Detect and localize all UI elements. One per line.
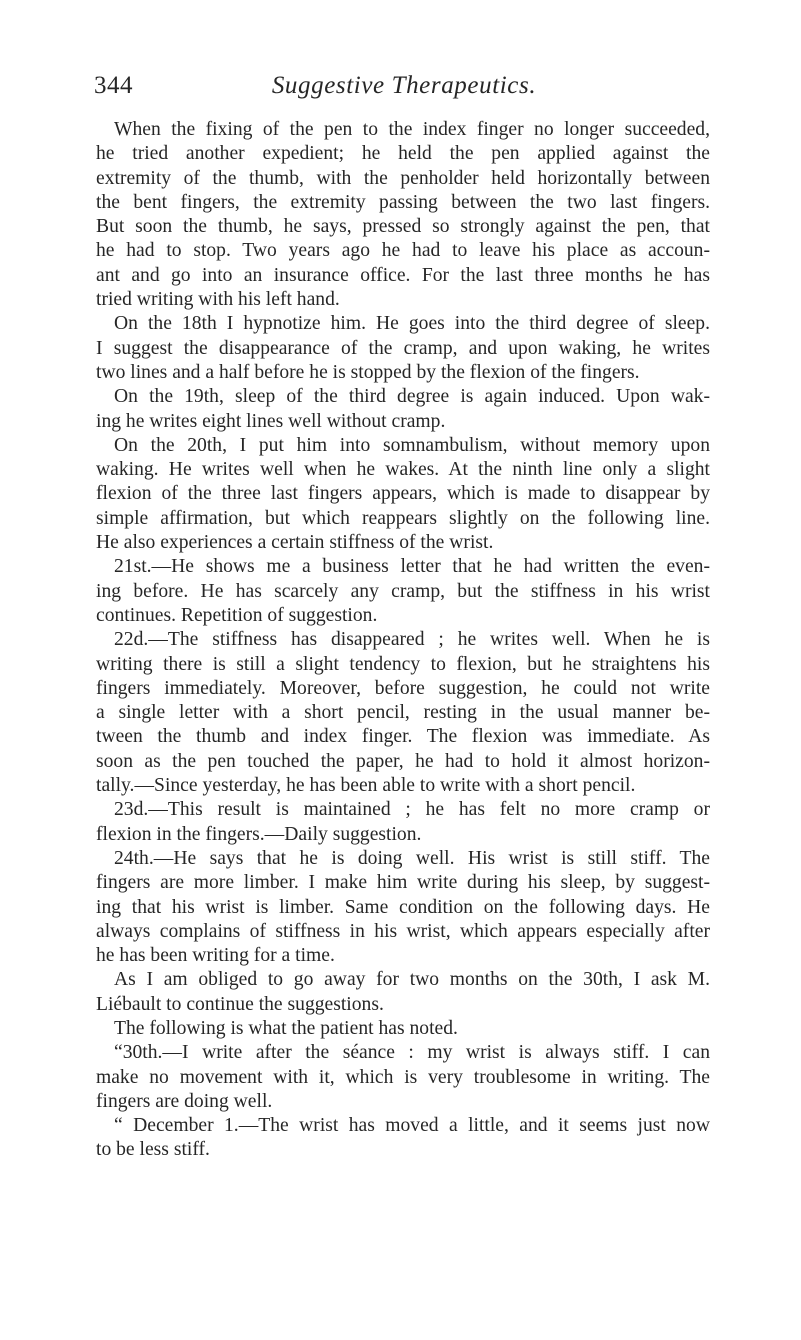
page-header xyxy=(94,72,714,112)
text-line: Liébault to continue the suggestions. xyxy=(96,993,384,1015)
text-line: “30th.—I write after the séance : my wrist is always stiff. I can xyxy=(114,1042,710,1064)
text-line: ing that his wrist is limber. Same condition on the following days. He xyxy=(96,896,710,918)
text-line: ant and go into an insurance office. For the last three months he has xyxy=(96,264,710,286)
page-number: 344 xyxy=(94,72,133,99)
text-line: 23d.—This result is maintained ; he has felt no more cramp or xyxy=(114,799,710,821)
text-line: “ December 1.—The wrist has moved a little, and it seems just now xyxy=(114,1115,710,1137)
text-line: On the 19th, sleep of the third degree is again induced. Upon wak- xyxy=(114,386,710,408)
text-line: ing before. He has scarcely any cramp, but the stiffness in his wrist xyxy=(96,580,710,602)
text-line: 21st.—He shows me a business letter that he had written the even- xyxy=(114,556,710,578)
text-line: He also experiences a certain stiffness of the wrist. xyxy=(96,532,494,554)
text-line: ing he writes eight lines well without cramp. xyxy=(96,410,446,432)
text-line: tween the thumb and index finger. The flexion was immediate. As xyxy=(96,726,710,748)
text-line: he had to stop. Two years ago he had to leave his place as accoun- xyxy=(96,240,710,262)
body-text xyxy=(96,118,710,1163)
running-title: Suggestive Therapeutics. xyxy=(271,72,537,99)
text-line: On the 18th I hypnotize him. He goes into the third degree of sleep. xyxy=(114,313,710,335)
text-line: tried writing with his left hand. xyxy=(96,289,340,311)
text-line: flexion in the fingers.—Daily suggestion. xyxy=(96,823,422,845)
text-line: On the 20th, I put him into somnambulism, without memory upon xyxy=(114,434,710,456)
text-line: I suggest the disappearance of the cramp, and upon waking, he writes xyxy=(96,337,710,359)
text-line: a single letter with a short pencil, resting in the usual manner be- xyxy=(96,702,710,724)
text-line: he has been writing for a time. xyxy=(96,945,335,967)
text-line: writing there is still a slight tendency to flexion, but he straightens his xyxy=(96,653,710,675)
text-line: tally.—Since yesterday, he has been able to write with a short pencil. xyxy=(96,775,636,797)
text-line: flexion of the three last fingers appears, which is made to disappear by xyxy=(96,483,710,505)
text-line: continues. Repetition of suggestion. xyxy=(96,604,378,626)
text-line: extremity of the thumb, with the penholder held horizontally between xyxy=(96,167,710,189)
text-line: When the fixing of the pen to the index finger no longer succeeded, xyxy=(114,119,710,140)
text-line: make no movement with it, which is very troublesome in writing. The xyxy=(96,1066,710,1088)
text-line: The following is what the patient has noted. xyxy=(114,1017,458,1039)
text-line: But soon the thumb, he says, pressed so strongly against the pen, that xyxy=(96,216,710,238)
text-line: waking. He writes well when he wakes. At the ninth line only a slight xyxy=(96,459,710,481)
text-line: fingers immediately. Moreover, before suggestion, he could not write xyxy=(96,677,710,699)
text-line: 22d.—The stiffness has disappeared ; he writes well. When he is xyxy=(114,629,710,651)
text-line: the bent fingers, the extremity passing between the two last fingers. xyxy=(96,191,710,213)
text-line: As I am obliged to go away for two months on the 30th, I ask M. xyxy=(114,969,710,991)
text-line: fingers are more limber. I make him write during his sleep, by suggest- xyxy=(96,872,710,894)
text-line: soon as the pen touched the paper, he had to hold it almost horizon- xyxy=(96,750,710,772)
text-line: fingers are doing well. xyxy=(96,1090,273,1112)
text-line: always complains of stiffness in his wrist, which appears especially after xyxy=(96,920,710,942)
text-line: he tried another expedient; he held the pen applied against the xyxy=(96,143,710,165)
text-line: to be less stiff. xyxy=(96,1139,210,1161)
text-line: simple affirmation, but which reappears slightly on the following line. xyxy=(96,507,710,529)
text-line: two lines and a half before he is stopped by the flexion of the fingers. xyxy=(96,361,640,383)
text-line: 24th.—He says that he is doing well. His wrist is still stiff. The xyxy=(114,847,710,869)
